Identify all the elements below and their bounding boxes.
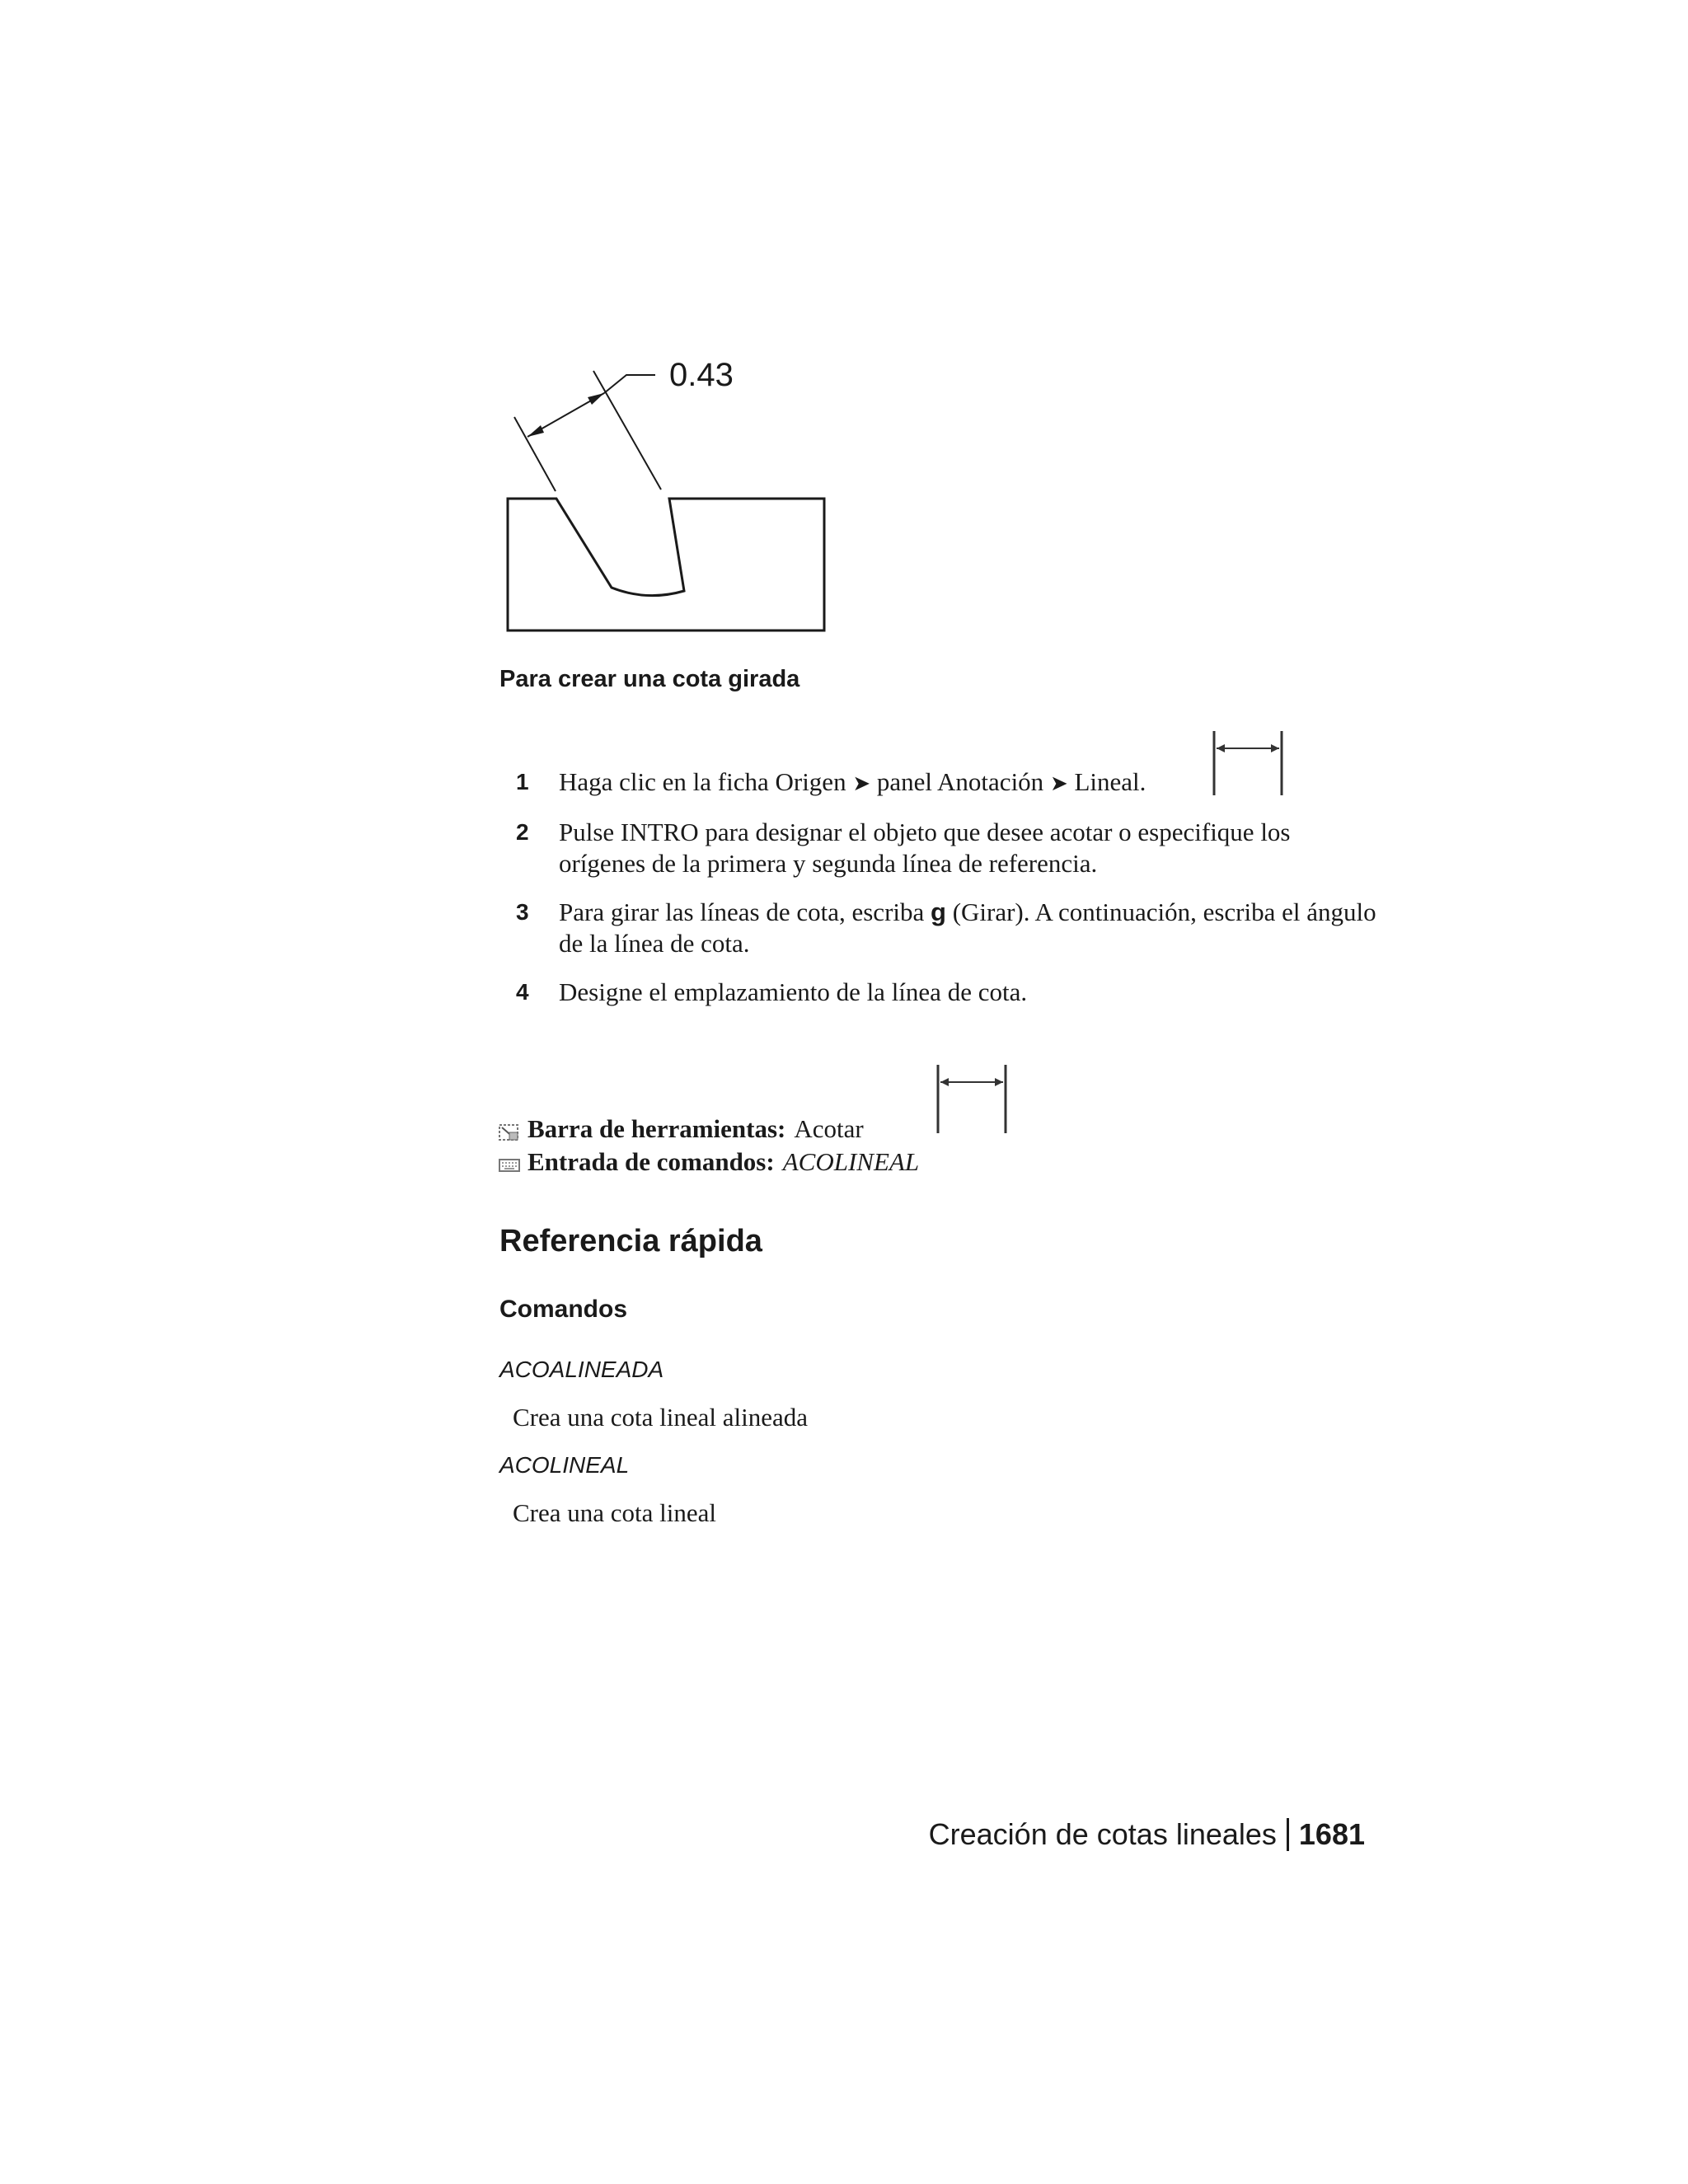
dimension-leader: [604, 375, 655, 393]
command-value: ACOLINEAL: [782, 1147, 920, 1176]
step-3: [511, 897, 1376, 959]
keyboard-key: g: [931, 898, 946, 926]
extension-line-left: [514, 417, 556, 491]
step-text: Pulse INTRO para designar el objeto que desee acotar o especifique los orígenes de la primera y segunda línea de referencia.: [559, 818, 1291, 878]
command-label: Entrada de comandos:: [528, 1147, 775, 1176]
step-number: 3: [516, 899, 529, 925]
dimension-arrow-right: [588, 393, 604, 405]
step-1: [511, 766, 1376, 799]
step-number: 1: [516, 769, 529, 794]
access-methods: [498, 1113, 919, 1179]
command-name[interactable]: ACOALINEADA: [499, 1357, 664, 1382]
step-text: Haga clic en la ficha Origen ➤ panel Anotación ➤ Lineal.: [559, 767, 1146, 796]
page-footer: [929, 1817, 1365, 1852]
linear-dimension-toolbar-icon[interactable]: [935, 1063, 1010, 1141]
step-2: [511, 817, 1376, 879]
arrow-icon: ➤: [852, 771, 871, 795]
page-number: 1681: [1298, 1817, 1365, 1851]
command-name[interactable]: ACOLINEAL: [499, 1452, 630, 1478]
rotated-dimension-drawing: [495, 346, 841, 643]
procedure-caption: Para crear una cota girada: [499, 666, 800, 692]
toolbar-value: Acotar: [794, 1114, 864, 1143]
footer-separator: [1287, 1818, 1289, 1851]
commands-subtitle: Comandos: [499, 1296, 628, 1323]
command-access: [498, 1146, 919, 1179]
step-number: 4: [516, 979, 529, 1005]
toolbar-label: Barra de herramientas:: [528, 1114, 786, 1143]
step-4: [511, 977, 1376, 1008]
step-text: Para girar las líneas de cota, escriba g (Girar). A continuación, escriba el ángulo de la línea de cota.: [559, 898, 1376, 958]
command-description: Crea una cota lineal: [513, 1498, 717, 1527]
block-outline: [508, 499, 824, 630]
quick-reference-title: Referencia rápida: [499, 1224, 762, 1258]
arrow-icon: ➤: [1049, 771, 1068, 795]
extension-line-right: [593, 371, 661, 490]
dimension-value: 0.43: [669, 357, 734, 393]
step-number: 2: [516, 819, 529, 845]
toolbar-icon: [498, 1118, 521, 1140]
footer-title: Creación de cotas lineales: [928, 1817, 1277, 1851]
keyboard-icon: [498, 1151, 521, 1173]
dimension-arrow-left: [528, 425, 544, 437]
rotated-dimension-figure: [495, 346, 841, 643]
procedure-steps: [511, 766, 1376, 1025]
command-description: Crea una cota lineal alineada: [513, 1403, 809, 1432]
toolbar-access: [498, 1113, 919, 1146]
step-text: Designe el emplazamiento de la línea de cota.: [559, 977, 1028, 1006]
